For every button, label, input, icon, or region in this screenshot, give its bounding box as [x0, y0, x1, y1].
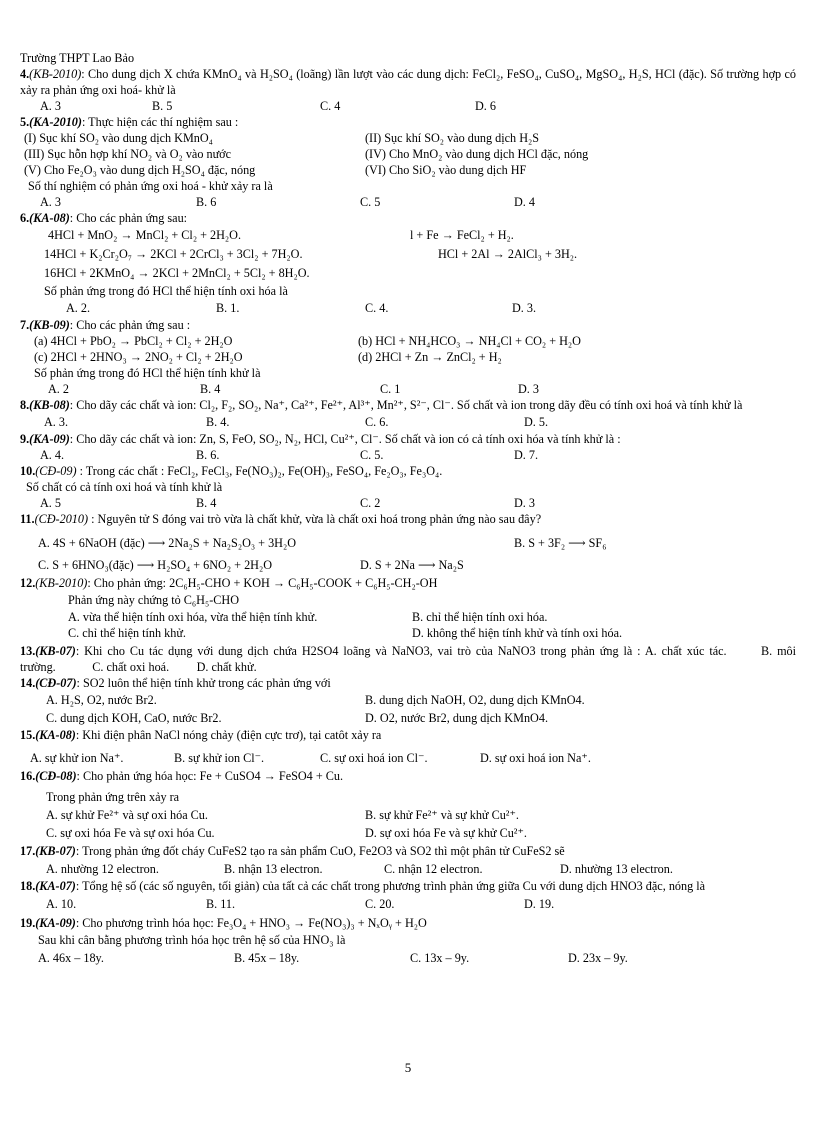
question-source: (KB-2010) [29, 67, 82, 81]
experiment-item: (VI) Cho SiO₂ vào dung dịch HF [365, 163, 527, 177]
school-header: Trường THPT Lao Bảo [20, 51, 135, 65]
question-number: 19. [20, 916, 36, 930]
question-source: (CĐ-09) [35, 464, 77, 478]
question-11 [20, 511, 796, 531]
question-source: (KB-09) [29, 318, 70, 332]
options-18 [20, 894, 796, 914]
option-d: D. 3. [512, 301, 537, 315]
question-source: (KA-07) [35, 879, 76, 893]
option-d: D. 5. [524, 415, 549, 429]
question-source: (KB-07) [35, 644, 76, 658]
options-14-row2 [20, 709, 796, 727]
experiment-item: (II) Sục khí SO₂ vào dung dịch H₂S [365, 131, 540, 145]
option-c: C. 2 [360, 496, 381, 510]
option-a: A. 3 [40, 195, 61, 209]
option-a: A. 3. [44, 415, 69, 429]
question-10 [20, 463, 796, 479]
question-number: 18. [20, 879, 36, 893]
question-source: (CĐ-07) [35, 676, 77, 690]
question-4 [20, 66, 796, 98]
options-9 [20, 447, 796, 463]
option-b: B. 4. [206, 415, 230, 429]
reaction-item: (b) HCl + NH₄HCO₃ → NH₄Cl + CO₂ + H₂O [358, 334, 581, 348]
option-d: D. 4 [514, 195, 535, 209]
question-number: 16. [20, 769, 36, 783]
option-a: A. 10. [46, 897, 77, 911]
option-b: B. môi trường. [20, 644, 797, 674]
question-number: 12. [20, 576, 36, 590]
option-a: A. 4S + 6NaOH (đặc) ⟶ 2Na₂S + Na₂S₂O₃ + 3H₂O [38, 536, 297, 550]
option-a: A. 46x – 18y. [38, 951, 104, 965]
experiment-row [20, 146, 796, 162]
question-number: 10. [20, 464, 36, 478]
options-6 [20, 299, 796, 317]
option-c: C. chỉ thể hiện tính khử. [68, 626, 186, 640]
options-19 [20, 948, 796, 968]
options-16-row2 [20, 824, 796, 842]
option-a: A. chất xúc tác. [644, 644, 727, 658]
question-source: (KB-2010) [35, 576, 88, 590]
options-16-row1 [20, 806, 796, 824]
question-source: (KA-08) [35, 728, 76, 742]
option-b: B. chỉ thể hiện tính oxi hóa. [412, 610, 548, 624]
options-17 [20, 860, 796, 878]
question-stem: Phản ứng này chứng tỏ C₆H₅-CHO [68, 593, 239, 607]
question-text: : Cho các phản ứng sau : [69, 318, 191, 332]
page-number: 5 [404, 1060, 412, 1075]
question-stem: Trong phản ứng trên xảy ra [46, 790, 180, 804]
options-11-row2 [20, 555, 796, 575]
question-9 [20, 431, 796, 447]
option-d: D. 3 [518, 382, 539, 396]
question-12 [20, 575, 796, 591]
option-c: C. 5. [360, 448, 384, 462]
experiment-item: (III) Sục hỗn hợp khí NO₂ và O₂ vào nước [24, 147, 232, 161]
experiment-row [20, 130, 796, 146]
reaction-item: (d) 2HCl + Zn → ZnCl₂ + H₂ [358, 350, 502, 364]
question-text: : Cho phản ứng: 2C₆H₅-CHO + KOH → C₆H₅-COOK + C₆H₅-CH₂-OH [87, 576, 438, 590]
question-19 [20, 914, 796, 932]
question-text: : Cho các phản ứng sau: [69, 211, 188, 225]
option-c: C. nhận 12 electron. [384, 862, 483, 876]
question-8 [20, 397, 796, 413]
question-source: (KA-09) [35, 916, 76, 930]
question-6 [20, 210, 796, 226]
reaction-item: 4HCl + MnO₂ → MnCl₂ + Cl₂ + 2H₂O. [48, 228, 242, 242]
reaction-row [20, 333, 796, 349]
reaction-item: 16HCl + 2KMnO₄ → 2KCl + 2MnCl₂ + 5Cl₂ + 8H₂O. [44, 266, 310, 280]
reaction-item: (c) 2HCl + 2HNO₃ → 2NO₂ + Cl₂ + 2H₂O [34, 350, 243, 364]
option-a: A. 2 [48, 382, 69, 396]
option-b: B. 4 [200, 382, 221, 396]
options-12-row1 [20, 609, 796, 625]
option-a: A. 2. [66, 301, 91, 315]
question-stem: Sau khi cân bằng phương trình hóa học trên hệ số của HNO₃ là [38, 933, 346, 947]
question-17 [20, 842, 796, 860]
options-7 [20, 381, 796, 397]
option-c: C. 4. [365, 301, 389, 315]
question-number: 8. [20, 398, 30, 412]
option-a: A. 5 [40, 496, 61, 510]
options-15 [20, 748, 796, 768]
experiment-item: (I) Sục khí SO₂ vào dung dịch KMnO₄ [24, 131, 213, 145]
question-text: : SO2 luôn thể hiện tính khử trong các phản ứng với [76, 676, 331, 690]
option-c: C. 4 [320, 99, 341, 113]
reaction-item: (a) 4HCl + PbO₂ → PbCl₂ + Cl₂ + 2H₂O [34, 334, 233, 348]
question-text: : Khi cho Cu tác dụng với dung dịch chứa H2SO4 loãng và NaNO3, vai trò của NaNO3 trong phản ứng là : [75, 644, 641, 658]
question-text: : Cho dãy các chất và ion: Zn, S, FeO, SO₂, N₂, HCl, Cu²⁺, Cl⁻. Số chất và ion có cả tính oxi hóa và tính khử là : [69, 432, 621, 446]
option-b: B. 45x – 18y. [234, 951, 300, 965]
option-d: D. nhường 13 electron. [560, 862, 673, 876]
option-a: A. H₂S, O2, nước Br2. [46, 693, 157, 707]
option-a: A. sự khử ion Na⁺. [30, 751, 124, 765]
option-a: A. nhường 12 electron. [46, 862, 159, 876]
experiment-row [20, 162, 796, 178]
question-source: (KA-09) [29, 432, 70, 446]
question-text: : Thực hiện các thí nghiệm sau : [81, 115, 239, 129]
question-number: 9. [20, 432, 30, 446]
question-text: : Cho phản ứng hóa học: Fe + CuSO4 → FeSO4 + Cu. [76, 769, 344, 783]
reaction-row [20, 349, 796, 365]
option-c: C. dung dịch KOH, CaO, nước Br2. [46, 711, 222, 725]
options-10 [20, 495, 796, 511]
question-5 [20, 114, 796, 130]
option-b: B. 6 [196, 195, 217, 209]
question-number: 13. [20, 644, 36, 658]
option-d: D. sự oxi hoá ion Na⁺. [480, 751, 591, 765]
option-c: C. chất oxi hoá. [92, 660, 170, 674]
options-11-row1 [20, 531, 796, 555]
options-8 [20, 413, 796, 431]
question-source: (KA-2010) [29, 115, 82, 129]
question-number: 17. [20, 844, 36, 858]
question-number: 5. [20, 115, 30, 129]
question-source: (KA-08) [29, 211, 70, 225]
reaction-row [20, 226, 796, 245]
question-13 [20, 643, 796, 675]
question-text: : Tổng hệ số (các số nguyên, tối giản) của tất cả các chất trong phương trình phản ứng giữa Cu với dung dịch HNO3 đặc, nóng là [75, 879, 706, 893]
options-5 [20, 194, 796, 210]
reaction-row [20, 264, 796, 283]
question-number: 11. [20, 512, 35, 526]
reaction-item: 14HCl + K₂Cr₂O₇ → 2KCl + 2CrCl₃ + 3Cl₂ + 7H₂O. [44, 247, 303, 261]
experiment-item: (V) Cho Fe₂O₃ vào dung dịch H₂SO₄ đặc, nóng [24, 163, 256, 177]
option-d: D. 3 [514, 496, 535, 510]
options-4 [20, 98, 796, 114]
question-16 [20, 768, 796, 788]
option-b: B. sự khử ion Cl⁻. [174, 751, 265, 765]
reaction-item: l + Fe → FeCl₂ + H₂. [410, 228, 514, 242]
option-c: C. 1 [380, 382, 401, 396]
question-number: 6. [20, 211, 30, 225]
question-text: : Cho phương trình hóa học: Fe₃O₄ + HNO₃ → Fe(NO₃)₃ + NₓOᵧ + H₂O [75, 916, 427, 930]
question-number: 14. [20, 676, 36, 690]
question-text: : Cho dung dịch X chứa KMnO₄ và H₂SO₄ (loãng) lần lượt vào các dung dịch: FeCl₂, FeSO₄, CuSO₄, MgSO₄, H₂S, HCl (đặc). Số trường hợp có xảy ra phản ứng oxi hoá- khử là [20, 67, 796, 97]
option-b: B. 5 [152, 99, 173, 113]
option-c: C. S + 6HNO₃(đặc) ⟶ H₂SO₄ + 6NO₂ + 2H₂O [38, 558, 273, 572]
option-d: D. 23x – 9y. [568, 951, 628, 965]
reaction-row [20, 245, 796, 264]
question-source: (KB-08) [29, 398, 70, 412]
question-7 [20, 317, 796, 333]
question-text: : Cho dãy các chất và ion: Cl₂, F₂, SO₂, Na⁺, Ca²⁺, Fe²⁺, Al³⁺, Mn²⁺, S²⁻, Cl⁻. Số chất và ion trong dãy đều có tính oxi hoá và tính khử là [69, 398, 743, 412]
option-b: B. 6. [196, 448, 220, 462]
question-number: 7. [20, 318, 30, 332]
option-c: C. sự oxi hóa Fe và sự oxi hóa Cu. [46, 826, 215, 840]
option-b: B. S + 3F₂ ⟶ SF₆ [514, 536, 607, 550]
question-text: : Trong các chất : FeCl₂, FeCl₃, Fe(NO₃)₂, Fe(OH)₃, FeSO₄, Fe₂O₃, Fe₃O₄. [76, 464, 443, 478]
option-b: B. 11. [206, 897, 236, 911]
option-a: A. 4. [40, 448, 65, 462]
question-18 [20, 878, 796, 894]
option-d: D. 19. [524, 897, 555, 911]
option-c: C. 13x – 9y. [410, 951, 470, 965]
option-c: C. 5 [360, 195, 381, 209]
option-d: D. 6 [475, 99, 496, 113]
option-c: C. 6. [365, 415, 389, 429]
experiment-item: (IV) Cho MnO₂ vào dung dịch HCl đặc, nóng [365, 147, 589, 161]
option-b: B. sự khử Fe²⁺ và sự khử Cu²⁺. [365, 808, 519, 822]
reaction-item: HCl + 2Al → 2AlCl₃ + 3H₂. [438, 247, 578, 261]
option-b: B. 4 [196, 496, 217, 510]
option-c: C. 20. [365, 897, 395, 911]
question-source: (CĐ-08) [35, 769, 77, 783]
option-d: D. sự oxi hóa Fe và sự khử Cu²⁺. [365, 826, 527, 840]
option-b: B. 1. [216, 301, 240, 315]
option-c: C. sự oxi hoá ion Cl⁻. [320, 751, 428, 765]
options-12-row2 [20, 625, 796, 643]
question-stem: Số thí nghiệm có phản ứng oxi hoá - khử xảy ra là [28, 179, 273, 193]
question-number: 4. [20, 67, 30, 81]
option-d: D. chất khử. [196, 660, 257, 674]
options-14-row1 [20, 691, 796, 709]
option-d: D. 7. [514, 448, 539, 462]
question-source: (CĐ-2010) [34, 512, 89, 526]
option-d: D. O2, nước Br2, dung dịch KMnO4. [365, 711, 548, 725]
option-b: B. nhận 13 electron. [224, 862, 323, 876]
question-text: : Nguyên tử S đóng vai trò vừa là chất khử, vừa là chất oxi hoá trong phản ứng nào sau đây? [88, 512, 542, 526]
option-b: B. dung dịch NaOH, O2, dung dịch KMnO4. [365, 693, 585, 707]
question-14 [20, 675, 796, 691]
document-page [20, 50, 796, 968]
option-d: D. S + 2Na ⟶ Na₂S [360, 558, 464, 572]
question-stem: Số phản ứng trong đó HCl thể hiện tính oxi hóa là [44, 284, 288, 298]
option-d: D. không thể hiện tính khử và tính oxi hóa. [412, 626, 623, 640]
question-text: : Trong phản ứng đốt cháy CuFeS2 tạo ra sản phẩm CuO, Fe2O3 và SO2 thì một phân tử CuFeS2 sẽ [75, 844, 565, 858]
option-a: A. 3 [40, 99, 61, 113]
option-a: A. sự khử Fe²⁺ và sự oxi hóa Cu. [46, 808, 208, 822]
question-stem: Số phản ứng trong đó HCl thể hiện tính khử là [34, 366, 261, 380]
question-source: (KB-07) [35, 844, 76, 858]
question-stem: Số chất có cả tính oxi hoá và tính khử là [26, 480, 223, 494]
option-a: A. vừa thể hiện tính oxi hóa, vừa thể hiện tính khử. [68, 610, 318, 624]
question-15 [20, 727, 796, 748]
question-number: 15. [20, 728, 36, 742]
question-text: : Khi điện phân NaCl nóng chảy (điện cực trơ), tại catôt xảy ra [75, 728, 382, 742]
